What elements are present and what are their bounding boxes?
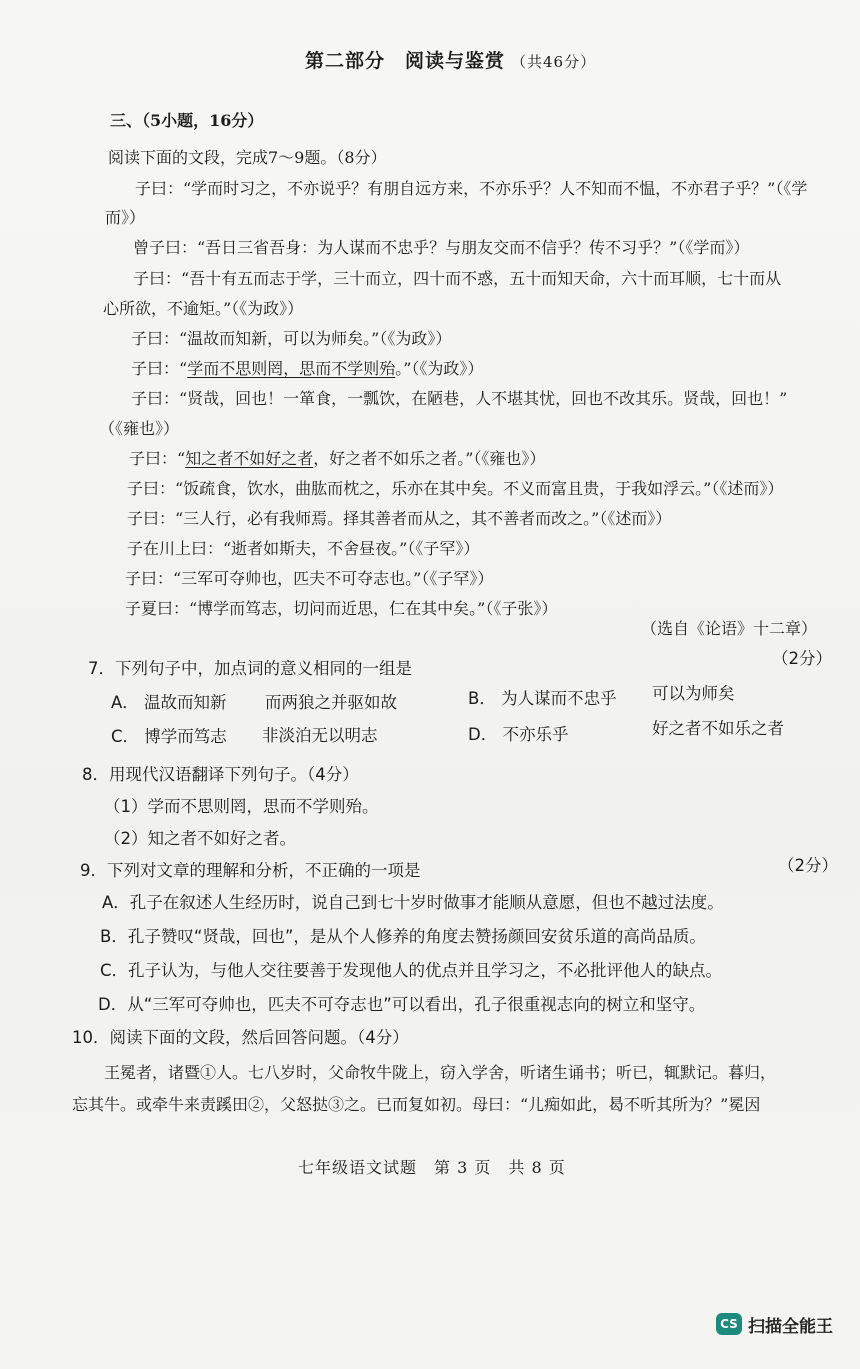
passage-text: 子曰：“	[131, 359, 188, 378]
option-phrase: 为人谋而不忠乎	[501, 689, 617, 708]
q7-option-b-second: 可以为师矣	[652, 684, 735, 703]
q7-score: （2分）	[772, 649, 832, 668]
passage-line: 子在川上曰：“逝者如斯夫，不舍昼夜。”（《子罕》）	[127, 539, 480, 558]
passage-line: 子曰：“学而时习之，不亦说乎？有朋自远方来，不亦乐乎？人不知而不愠，不亦君子乎？”（《学	[135, 179, 808, 198]
q9-option-d: D．从“三军可夺帅也，匹夫不可夺志也”可以看出，孔子很重视志向的树立和坚守。	[98, 995, 706, 1014]
section-intro: 阅读下面的文段，完成7～9题。（8分）	[108, 148, 387, 167]
page-footer: 七年级语文试题 第 3 页 共 8 页	[298, 1158, 566, 1177]
q10-passage-line: 忘其牛。或牵牛来责蹊田②，父怒挞③之。已而复如初。母曰：“儿痴如此，曷不听其所为？”冕因	[72, 1095, 761, 1114]
q7-option-c	[111, 726, 227, 748]
q8-sentence-1: （1）学而不思则罔，思而不学则殆。	[104, 797, 379, 816]
option-label: C．	[111, 727, 140, 746]
q7-option-c-second: 非淡泊无以明志	[262, 726, 378, 745]
passage-line: 子夏曰：“博学而笃志，切问而近思，仁在其中矣。”（《子张》）	[125, 599, 558, 618]
q7-option-a	[111, 692, 227, 714]
q8-sentence-2: （2）知之者不如好之者。	[104, 829, 296, 848]
passage-source: （选自《论语》十二章）	[641, 619, 818, 638]
passage-line: 子曰：“三人行，必有我师焉。择其善者而从之，其不善者而改之。”（《述而》）	[127, 509, 672, 528]
q9-option-a: A．孔子在叙述人生经历时，说自己到七十岁时做事才能顺从意愿，但也不越过法度。	[102, 893, 724, 912]
part-score: （共46分）	[511, 53, 597, 71]
q7-option-d-second: 好之者不如乐之者	[652, 719, 784, 738]
watermark-text: 扫描全能王	[748, 1316, 833, 1337]
q10-passage-line: 王冕者，诸暨①人。七八岁时，父命牧牛陇上，窃入学舍，听诸生诵书；听已，辄默记。暮归，	[104, 1063, 777, 1082]
q9-score: （2分）	[778, 856, 838, 875]
passage-line	[129, 448, 545, 470]
passage-line: 子曰：“贤哉，回也！一箪食，一瓢饮，在陋巷，人不堪其忧，回也不改其乐。贤哉，回也！”	[131, 389, 788, 408]
part-title	[305, 50, 596, 73]
passage-line	[131, 358, 483, 380]
passage-line: 子曰：“三军可夺帅也，匹夫不可夺志也。”（《子罕》）	[125, 569, 494, 588]
passage-line: 子曰：“饭疏食，饮水，曲肱而枕之，乐亦在其中矣。不义而富且贵，于我如浮云。”（《述而》）	[127, 479, 784, 498]
passage-text: ，好之者不如乐之者。”（《雍也》）	[313, 449, 546, 468]
option-label: B．	[468, 689, 496, 708]
passage-text: 。”（《为政》）	[395, 359, 484, 378]
camscanner-logo-icon: CS	[716, 1313, 742, 1335]
scanner-watermark	[716, 1311, 833, 1337]
passage-line: 而》）	[105, 208, 146, 227]
q9-option-b: B．孔子赞叹“贤哉，回也”，是从个人修养的角度去赞扬颜回安贫乐道的高尚品质。	[100, 927, 706, 946]
q7-option-b	[468, 688, 617, 710]
q7-stem: 7．下列句子中，加点词的意义相同的一组是	[88, 659, 412, 678]
option-phrase: 博学而笃志	[144, 727, 227, 746]
passage-line: 心所欲，不逾矩。”（《为政》）	[103, 299, 304, 318]
underlined-sentence: 知之者不如好之者	[185, 449, 314, 468]
q9-stem: 9．下列对文章的理解和分析，不正确的一项是	[80, 861, 421, 880]
passage-line: 子曰：“吾十有五而志于学，三十而立，四十而不惑，五十而知天命，六十而耳顺，七十而从	[133, 269, 782, 288]
option-phrase: 温故而知新	[144, 693, 227, 712]
part-title-text: 第二部分 阅读与鉴赏	[305, 50, 506, 72]
option-label: D．	[468, 725, 498, 744]
q7-option-a-second: 而两狼之并驱如故	[265, 693, 397, 712]
q10-stem: 10．阅读下面的文段，然后回答问题。（4分）	[72, 1028, 409, 1047]
q9-option-c: C．孔子认为，与他人交往要善于发现他人的优点并且学习之，不必批评他人的缺点。	[100, 961, 723, 980]
passage-line: 曾子曰：“吾日三省吾身：为人谋而不忠乎？与朋友交而不信乎？传不习乎？”（《学而》）	[133, 238, 750, 257]
q7-option-d	[468, 724, 568, 746]
passage-text: 子曰：“	[129, 449, 186, 468]
option-label: A．	[111, 693, 139, 712]
passage-line: 子曰：“温故而知新，可以为师矣。”（《为政》）	[131, 329, 452, 348]
option-phrase: 不亦乐乎	[502, 725, 569, 744]
underlined-sentence: 学而不思则罔，思而不学则殆	[187, 359, 396, 378]
section-heading: 三、（5小题，16分）	[110, 111, 264, 130]
passage-line: （《雍也》）	[99, 419, 180, 438]
q8-stem: 8．用现代汉语翻译下列句子。（4分）	[82, 765, 359, 784]
